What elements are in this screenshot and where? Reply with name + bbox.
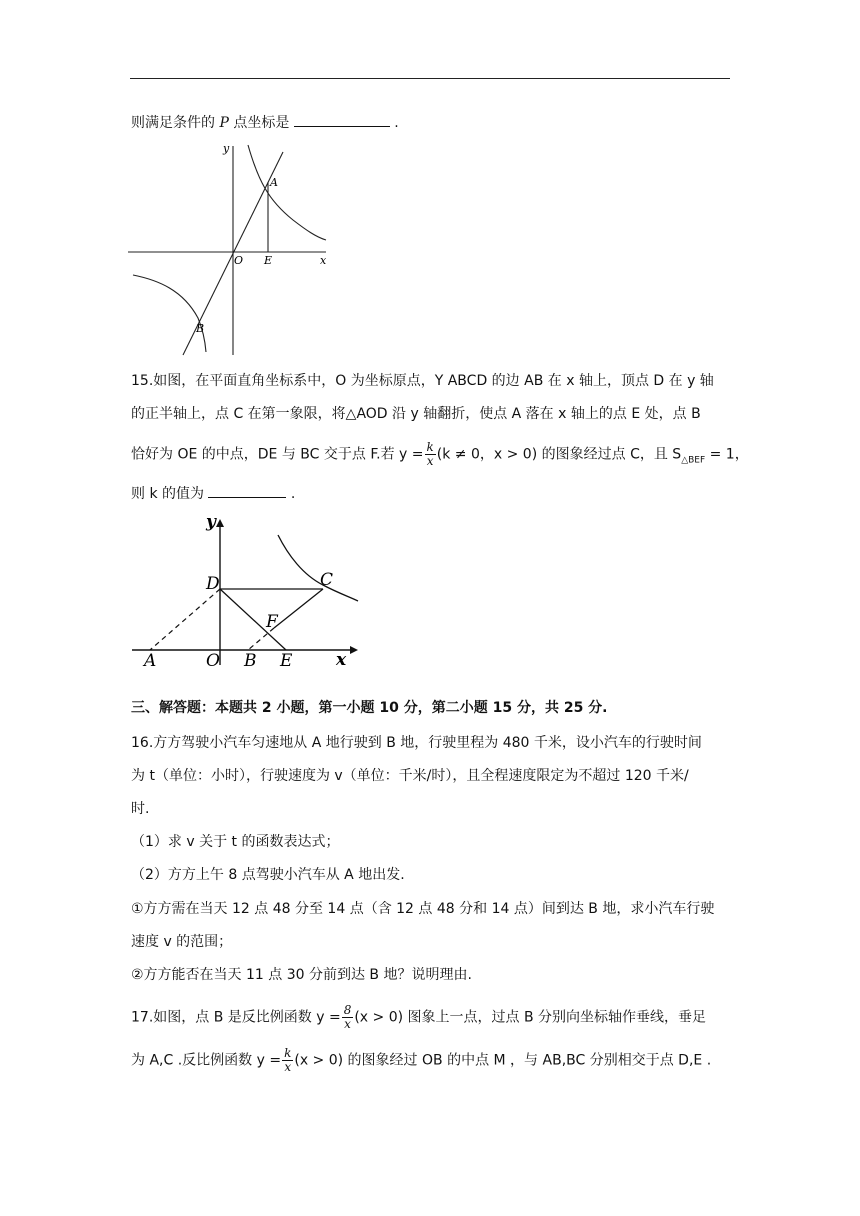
fig2-label-y: y xyxy=(206,515,216,532)
fig2-label-D: D xyxy=(206,574,220,594)
q14-answer-blank[interactable] xyxy=(294,112,390,127)
q14-prefix: 则满足条件的 xyxy=(131,115,215,131)
q15-answer-blank[interactable] xyxy=(208,483,286,498)
fig1-hyperbola-upper xyxy=(248,145,326,240)
section-3-heading: 三、解答题：本题共 2 小题，第一小题 10 分，第二小题 15 分，共 25 分. xyxy=(131,700,608,716)
fig2-hyperbola xyxy=(278,535,358,601)
fig2-label-A: A xyxy=(144,651,157,671)
fig2-label-C: C xyxy=(320,570,334,590)
fig2-x-arrow xyxy=(350,646,358,654)
q14-end: . xyxy=(394,115,399,131)
fig2-label-E: E xyxy=(280,651,293,671)
q15-line-3c: = 1， xyxy=(705,446,749,463)
fig2-label-O: O xyxy=(206,651,220,671)
q15-line-4a: 则 k 的值为 xyxy=(131,486,205,502)
q15-line-1: 15.如图，在平面直角坐标系中，O 为坐标原点，Y ABCD 的边 AB 在 x 轴上，顶点 D 在 y 轴 xyxy=(131,373,714,389)
q16-line-3: 时. xyxy=(131,801,150,817)
q16-part-2b: ②方方能否在当天 11 点 30 分前到达 B 地？说明理由. xyxy=(131,967,472,983)
q14-var: P xyxy=(219,115,229,131)
q17-fraction-1 xyxy=(342,1004,354,1031)
fig1-label-A: A xyxy=(270,176,278,189)
q17-line-2a: 为 A,C .反比例函数 y = xyxy=(131,1052,282,1069)
q15-line-4 xyxy=(131,483,295,505)
q15-fraction xyxy=(425,441,436,468)
fig1-label-x: x xyxy=(320,254,327,267)
fig2-y-arrow xyxy=(216,519,224,527)
q15-line-4b: . xyxy=(290,486,296,502)
fig2-segment-CF xyxy=(274,589,323,628)
header-rule xyxy=(130,78,730,79)
q15-frac-num: k xyxy=(426,440,434,454)
q17-fraction-2 xyxy=(282,1047,293,1074)
q17-line-1b: (x > 0) 图象上一点，过点 B 分别向坐标轴作垂线，垂足 xyxy=(354,1009,707,1026)
q17-line-2 xyxy=(131,1047,711,1074)
q17-line-1a: 17.如图，点 B 是反比例函数 y = xyxy=(131,1009,341,1026)
q16-line-1: 16.方方驾驶小汽车匀速地从 A 地行驶到 B 地，行驶里程为 480 千米，设小汽车的行驶时间 xyxy=(131,735,702,751)
q17-frac2-den: x xyxy=(284,1060,292,1074)
q17-frac2-num: k xyxy=(284,1046,292,1060)
q15-frac-den: x xyxy=(426,454,434,468)
q14-answer-line xyxy=(131,112,399,134)
figure-1 xyxy=(128,140,338,360)
fig1-label-O: O xyxy=(234,254,244,267)
fig1-label-y: y xyxy=(223,142,230,155)
q15-subscript: △BEF xyxy=(681,455,706,466)
q16-line-2: 为 t（单位：小时），行驶速度为 v（单位：千米/时），且全程速度限定为不超过 120 千米/ xyxy=(131,768,689,784)
q15-line-2: 的正半轴上，点 C 在第一象限，将△AOD 沿 y 轴翻折，使点 A 落在 x 轴上的点 E 处，点 B xyxy=(131,406,701,422)
q15-line-3b: (k ≠ 0，x > 0) 的图象经过点 C，且 S xyxy=(436,446,682,463)
fig2-label-B: B xyxy=(244,651,257,671)
q16-part-2a-line-1: ①方方需在当天 12 点 48 分至 14 点（含 12 点 48 分和 14 点）间到达 B 地，求小汽车行驶 xyxy=(131,901,715,917)
fig1-hyperbola-lower xyxy=(133,275,206,352)
fig2-label-F: F xyxy=(266,612,278,632)
fig2-label-x: x xyxy=(336,650,347,670)
fig1-label-B: B xyxy=(196,322,205,335)
q17-frac1-num: 8 xyxy=(343,1003,352,1017)
fig1-label-E: E xyxy=(264,254,273,267)
q14-suffix: 点坐标是 xyxy=(233,115,290,131)
q16-part-2a-line-2: 速度 v 的范围； xyxy=(131,934,233,950)
q16-part-1: （1）求 v 关于 t 的函数表达式； xyxy=(131,834,340,850)
q16-part-2: （2）方方上午 8 点驾驶小汽车从 A 地出发. xyxy=(131,867,405,883)
q17-frac1-den: x xyxy=(344,1017,351,1031)
fig2-segment-DA xyxy=(150,589,220,650)
q15-line-3a: 恰好为 OE 的中点，DE 与 BC 交于点 F.若 y = xyxy=(131,446,424,463)
figure-2 xyxy=(128,515,368,675)
q17-line-1 xyxy=(131,1004,706,1031)
q15-line-3 xyxy=(131,441,749,471)
q17-line-2b: (x > 0) 的图象经过 OB 的中点 M ，与 AB,BC 分别相交于点 D,E . xyxy=(294,1052,712,1069)
